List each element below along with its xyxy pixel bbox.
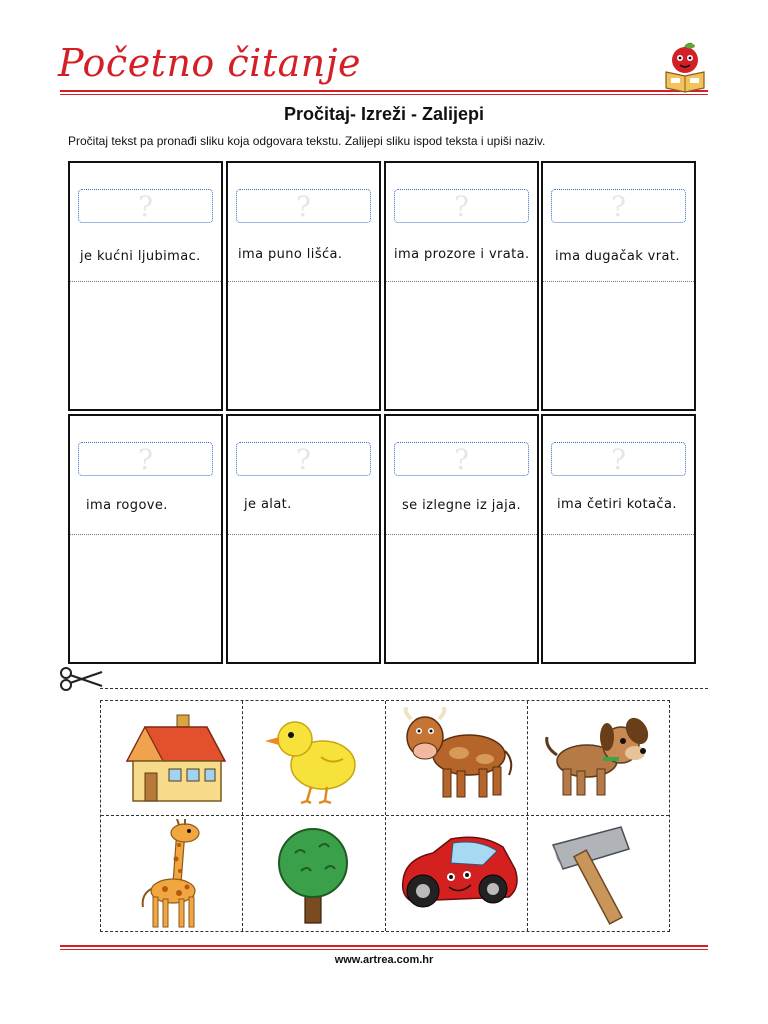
- footer-rule: [60, 945, 708, 947]
- answer-box[interactable]: [78, 189, 213, 223]
- footer-url[interactable]: www.artrea.com.hr: [334, 954, 434, 966]
- paste-divider: [70, 534, 221, 535]
- question-mark: ?: [610, 190, 626, 223]
- paste-divider: [543, 534, 694, 535]
- question-mark: ?: [137, 190, 153, 223]
- answer-box[interactable]: [78, 442, 213, 476]
- header-rule-thin: [60, 94, 708, 95]
- clue-text: ima dugačak vrat.: [555, 249, 680, 264]
- dog-icon[interactable]: [541, 711, 661, 805]
- question-mark: ?: [453, 443, 469, 476]
- grid-divider: [101, 815, 669, 816]
- clue-text: ima puno lišća.: [238, 247, 343, 262]
- grid-divider: [385, 701, 386, 931]
- answer-box[interactable]: [394, 189, 529, 223]
- question-mark: ?: [453, 190, 469, 223]
- paste-divider: [386, 534, 537, 535]
- paste-divider: [70, 281, 221, 282]
- answer-box[interactable]: [551, 442, 686, 476]
- clue-text: se izlegne iz jaja.: [402, 498, 522, 513]
- paste-divider: [228, 281, 379, 282]
- tree-icon[interactable]: [269, 819, 359, 929]
- clue-card: [384, 414, 539, 664]
- clue-card: [541, 161, 696, 411]
- clue-text: ima rogove.: [86, 498, 168, 513]
- footer-rule-thin: [60, 949, 708, 950]
- cut-line: [100, 688, 708, 689]
- clue-card: [384, 161, 539, 411]
- clue-text: je kućni ljubimac.: [80, 249, 201, 264]
- answer-box[interactable]: [236, 189, 371, 223]
- instructions: Pročitaj tekst pa pronađi sliku koja odgovara tekstu. Zalijepi sliku ispod teksta i upiši naziv.: [68, 134, 546, 148]
- clue-card: [226, 161, 381, 411]
- question-mark: ?: [137, 443, 153, 476]
- apple-book-logo-icon: [660, 42, 710, 94]
- answer-box[interactable]: [236, 442, 371, 476]
- question-mark: ?: [295, 190, 311, 223]
- house-icon[interactable]: [115, 709, 229, 805]
- clue-card: [68, 161, 223, 411]
- car-icon[interactable]: [393, 829, 523, 919]
- sheet-title: Pročitaj- Izreži - Zalijepi: [283, 104, 485, 124]
- hammer-icon[interactable]: [547, 819, 657, 929]
- grid-divider: [527, 701, 528, 931]
- question-mark: ?: [610, 443, 626, 476]
- question-mark: ?: [295, 443, 311, 476]
- clue-text: ima četiri kotača.: [557, 497, 677, 512]
- clue-card: [541, 414, 696, 664]
- answer-box[interactable]: [551, 189, 686, 223]
- answer-box[interactable]: [394, 442, 529, 476]
- paste-divider: [228, 534, 379, 535]
- paste-divider: [386, 281, 537, 282]
- chick-icon[interactable]: [261, 709, 365, 805]
- clue-text: ima prozore i vrata.: [394, 247, 530, 262]
- clue-card: [226, 414, 381, 664]
- giraffe-icon[interactable]: [129, 819, 219, 929]
- paste-divider: [543, 281, 694, 282]
- scissors-icon: [58, 666, 104, 692]
- grid-divider: [242, 701, 243, 931]
- picture-grid: [100, 700, 670, 932]
- header-rule: [60, 90, 708, 92]
- brand-title: Početno čitanje: [58, 41, 361, 85]
- clue-text: je alat.: [244, 497, 292, 512]
- cow-icon[interactable]: [395, 707, 521, 807]
- clue-card: [68, 414, 223, 664]
